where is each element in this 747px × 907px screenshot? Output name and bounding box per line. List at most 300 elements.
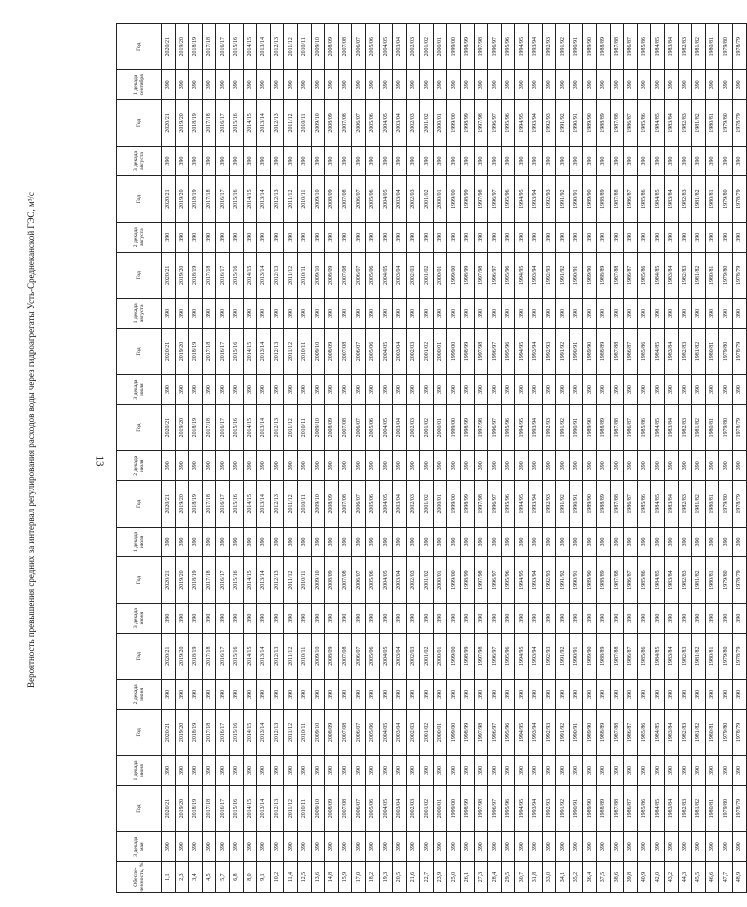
flow-cell: 390 [257,832,271,862]
year-cell: 1992/93 [542,481,556,527]
year-cell: 1995/96 [501,328,515,374]
flow-cell: 390 [189,70,203,100]
flow-cell: 390 [447,146,461,176]
flow-cell: 390 [447,222,461,252]
flow-cell: 390 [515,756,529,786]
year-cell: 1995/96 [501,24,515,70]
flow-cell: 390 [651,832,665,862]
flow-cell: 390 [189,527,203,557]
year-cell: 1998/99 [461,24,475,70]
year-cell: 1989/90 [583,24,597,70]
flow-cell: 390 [610,222,624,252]
flow-cell: 390 [189,298,203,328]
flow-cell: 390 [664,832,678,862]
year-cell: 1999/00 [447,252,461,298]
year-cell: 1978/79 [732,709,746,755]
flow-cell: 390 [365,756,379,786]
flow-cell: 390 [297,756,311,786]
probability-cell: 12,5 [297,862,311,893]
year-cell: 1999/00 [447,100,461,146]
year-cell: 2001/02 [420,100,434,146]
year-cell: 2010/11 [297,785,311,831]
year-cell: 1982/83 [678,481,692,527]
year-cell: 1996/97 [488,709,502,755]
year-cell: 2011/12 [284,709,298,755]
flow-cell: 390 [297,527,311,557]
flow-cell: 390 [338,70,352,100]
flow-cell: 390 [284,375,298,405]
flow-cell: 390 [692,679,706,709]
year-cell: 1985/86 [637,633,651,679]
flow-cell: 390 [556,146,570,176]
year-cell: 1996/97 [488,557,502,603]
year-cell: 1998/99 [461,328,475,374]
year-cell: 1983/84 [664,785,678,831]
flow-cell: 390 [162,832,176,862]
year-cell: 1978/79 [732,176,746,222]
flow-cell: 390 [583,222,597,252]
flow-cell: 390 [678,451,692,481]
flow-cell: 390 [705,679,719,709]
flow-cell: 390 [406,756,420,786]
flow-cell: 390 [664,70,678,100]
year-cell: 2017/18 [202,405,216,451]
flow-cell: 390 [719,146,733,176]
year-cell: 1985/86 [637,557,651,603]
flow-cell: 390 [488,298,502,328]
year-cell: 2008/09 [325,24,339,70]
year-cell: 2018/19 [189,633,203,679]
flow-cell: 390 [352,146,366,176]
flow-cell: 390 [488,222,502,252]
flow-cell: 390 [719,679,733,709]
year-cell: 2010/11 [297,405,311,451]
year-cell: 2019/20 [175,176,189,222]
year-cell: 2008/09 [325,405,339,451]
year-cell: 2007/08 [338,24,352,70]
flow-cell: 390 [664,451,678,481]
table-row [732,24,746,893]
year-cell: 1985/86 [637,785,651,831]
flow-cell: 390 [365,298,379,328]
year-cell: 1997/98 [474,557,488,603]
flow-cell: 390 [610,451,624,481]
year-cell: 1996/97 [488,405,502,451]
flow-cell: 390 [433,603,447,633]
flow-cell: 390 [556,375,570,405]
year-cell: 2007/08 [338,100,352,146]
year-cell: 1988/89 [597,785,611,831]
year-cell: 1999/00 [447,709,461,755]
year-cell: 1988/89 [597,100,611,146]
flow-cell: 390 [175,375,189,405]
year-cell: 2010/11 [297,24,311,70]
flow-cell: 390 [270,603,284,633]
flow-cell: 390 [529,451,543,481]
year-cell: 1983/84 [664,24,678,70]
flow-cell: 390 [501,298,515,328]
flow-cell: 390 [270,70,284,100]
year-cell: 1993/94 [529,785,543,831]
flow-cell: 390 [420,70,434,100]
flow-cell: 390 [624,679,638,709]
flow-cell: 390 [583,451,597,481]
year-cell: 2012/13 [270,557,284,603]
year-cell: 2008/09 [325,252,339,298]
year-cell: 1997/98 [474,709,488,755]
year-cell: 1987/88 [610,633,624,679]
year-cell: 2006/07 [352,252,366,298]
year-cell: 2017/18 [202,252,216,298]
flow-cell: 390 [529,298,543,328]
flow-cell: 390 [162,146,176,176]
probability-cell: 25,0 [447,862,461,893]
year-cell: 1989/90 [583,176,597,222]
year-cell: 1992/93 [542,24,556,70]
year-cell: 1979/80 [719,328,733,374]
flow-cell: 390 [447,527,461,557]
year-cell: 1987/88 [610,557,624,603]
table-row [270,24,284,893]
probability-cell: 29,5 [501,862,515,893]
flow-cell: 390 [678,146,692,176]
year-cell: 1986/87 [624,100,638,146]
year-cell: 1983/84 [664,481,678,527]
column-header: Год [117,557,162,603]
year-cell: 2012/13 [270,785,284,831]
flow-cell: 390 [692,375,706,405]
flow-cell: 390 [719,222,733,252]
flow-cell: 390 [352,298,366,328]
flow-cell: 390 [297,222,311,252]
flow-cell: 390 [542,451,556,481]
table-row [447,24,461,893]
table-row [311,24,325,893]
flow-cell: 390 [420,679,434,709]
flow-cell: 390 [474,756,488,786]
flow-cell: 390 [352,603,366,633]
year-cell: 1990/91 [569,176,583,222]
year-cell: 2014/15 [243,328,257,374]
flow-cell: 390 [433,298,447,328]
flow-cell: 390 [542,146,556,176]
year-cell: 2007/08 [338,252,352,298]
table-row [692,24,706,893]
flow-cell: 390 [501,832,515,862]
flow-cell: 390 [624,451,638,481]
year-cell: 2011/12 [284,481,298,527]
probability-cell: 40,9 [637,862,651,893]
flow-cell: 390 [569,527,583,557]
year-cell: 2002/03 [406,709,420,755]
year-cell: 2014/15 [243,557,257,603]
flow-cell: 390 [433,222,447,252]
year-cell: 2017/18 [202,176,216,222]
year-cell: 1981/82 [692,481,706,527]
page-title: Вероятность превышения средних за интервал регулирования расходов воды через гидроагрегаты Усть-Среднеканской ГЭС, м³/с [26,192,36,688]
flow-cell: 390 [297,70,311,100]
year-cell: 2016/17 [216,633,230,679]
flow-cell: 390 [651,146,665,176]
year-cell: 1983/84 [664,252,678,298]
year-cell: 1998/99 [461,405,475,451]
year-cell: 2005/06 [365,633,379,679]
flow-cell: 390 [406,603,420,633]
flow-cell: 390 [433,451,447,481]
year-cell: 1995/96 [501,252,515,298]
year-cell: 1989/90 [583,633,597,679]
flow-cell: 390 [297,603,311,633]
probability-cell: 17,0 [352,862,366,893]
flow-cell: 390 [406,298,420,328]
year-cell: 2010/11 [297,633,311,679]
year-cell: 2001/02 [420,557,434,603]
year-cell: 1988/89 [597,405,611,451]
flow-cell: 390 [162,603,176,633]
year-cell: 1980/81 [705,100,719,146]
year-cell: 1978/79 [732,633,746,679]
year-cell: 2015/16 [229,481,243,527]
year-cell: 1989/90 [583,252,597,298]
table-row [583,24,597,893]
table-row [433,24,447,893]
year-cell: 1996/97 [488,481,502,527]
flow-cell: 390 [311,756,325,786]
flow-cell: 390 [474,832,488,862]
flow-cell: 390 [732,70,746,100]
flow-cell: 390 [393,375,407,405]
year-cell: 2018/19 [189,252,203,298]
column-header: 2 декада июня [117,679,162,709]
flow-cell: 390 [406,832,420,862]
probability-cell: 19,3 [379,862,393,893]
flow-cell: 390 [162,527,176,557]
year-cell: 2018/19 [189,405,203,451]
year-cell: 1982/83 [678,557,692,603]
flow-cell: 390 [597,222,611,252]
flow-cell: 390 [678,679,692,709]
flow-cell: 390 [461,756,475,786]
year-cell: 1998/99 [461,785,475,831]
year-cell: 2018/19 [189,24,203,70]
year-cell: 2018/19 [189,785,203,831]
flow-cell: 390 [257,679,271,709]
table-row [542,24,556,893]
flow-cell: 390 [583,527,597,557]
year-cell: 2010/11 [297,100,311,146]
year-cell: 2018/19 [189,176,203,222]
year-cell: 1994/95 [515,709,529,755]
flow-cell: 390 [162,451,176,481]
flow-cell: 390 [474,603,488,633]
year-cell: 2019/20 [175,24,189,70]
flow-cell: 390 [447,832,461,862]
year-cell: 2008/09 [325,100,339,146]
flow-cell: 390 [447,679,461,709]
year-cell: 2009/10 [311,176,325,222]
year-cell: 2005/06 [365,24,379,70]
flow-cell: 390 [202,70,216,100]
year-cell: 2013/14 [257,481,271,527]
year-cell: 2002/03 [406,405,420,451]
year-cell: 1990/91 [569,785,583,831]
flow-cell: 390 [325,679,339,709]
year-cell: 1999/00 [447,405,461,451]
year-cell: 2004/05 [379,252,393,298]
probability-cell: 47,7 [719,862,733,893]
column-header: Год [117,24,162,70]
table-row [189,24,203,893]
probability-cell: 14,8 [325,862,339,893]
year-cell: 2005/06 [365,557,379,603]
year-cell: 2006/07 [352,557,366,603]
year-cell: 1988/89 [597,481,611,527]
year-cell: 1992/93 [542,328,556,374]
year-cell: 1987/88 [610,481,624,527]
probability-cell: 38,6 [610,862,624,893]
year-cell: 1984/85 [651,24,665,70]
flow-cell: 390 [352,756,366,786]
flow-cell: 390 [229,451,243,481]
flow-cell: 390 [488,603,502,633]
year-cell: 1978/79 [732,24,746,70]
probability-cell: 39,8 [624,862,638,893]
year-cell: 2017/18 [202,785,216,831]
flow-cell: 390 [162,375,176,405]
year-cell: 2014/15 [243,24,257,70]
flow-cell: 390 [365,679,379,709]
year-cell: 1990/91 [569,328,583,374]
flow-cell: 390 [692,832,706,862]
flow-cell: 390 [216,298,230,328]
flow-cell: 390 [637,146,651,176]
flow-cell: 390 [420,527,434,557]
year-cell: 2004/05 [379,405,393,451]
year-cell: 1994/95 [515,557,529,603]
year-cell: 1991/92 [556,633,570,679]
probability-cell: 34,1 [556,862,570,893]
flow-cell: 390 [569,70,583,100]
year-cell: 2004/05 [379,785,393,831]
table-row [529,24,543,893]
year-cell: 2018/19 [189,557,203,603]
year-cell: 1988/89 [597,709,611,755]
year-cell: 2004/05 [379,328,393,374]
flow-cell: 390 [325,603,339,633]
table-row [229,24,243,893]
year-cell: 2016/17 [216,176,230,222]
flow-cell: 390 [406,222,420,252]
year-cell: 1982/83 [678,328,692,374]
year-cell: 1981/82 [692,176,706,222]
year-cell: 2010/11 [297,557,311,603]
year-cell: 2006/07 [352,785,366,831]
flow-cell: 390 [542,679,556,709]
flow-cell: 390 [365,451,379,481]
flow-cell: 390 [352,222,366,252]
year-cell: 2006/07 [352,405,366,451]
flow-cell: 390 [637,375,651,405]
year-cell: 2005/06 [365,785,379,831]
year-cell: 1979/80 [719,252,733,298]
year-cell: 2016/17 [216,24,230,70]
year-cell: 2003/04 [393,709,407,755]
year-cell: 1987/88 [610,252,624,298]
year-cell: 1983/84 [664,557,678,603]
flow-cell: 390 [297,146,311,176]
flow-cell: 390 [257,603,271,633]
column-header: Год [117,100,162,146]
year-cell: 2007/08 [338,176,352,222]
flow-cell: 390 [297,832,311,862]
year-cell: 1997/98 [474,252,488,298]
year-cell: 1990/91 [569,481,583,527]
flow-cell: 390 [719,451,733,481]
year-cell: 2008/09 [325,633,339,679]
year-cell: 2006/07 [352,100,366,146]
flow-cell: 390 [474,375,488,405]
flow-cell: 390 [461,451,475,481]
flow-cell: 390 [678,832,692,862]
flow-cell: 390 [732,451,746,481]
year-cell: 1992/93 [542,252,556,298]
year-cell: 1988/89 [597,252,611,298]
flow-cell: 390 [325,756,339,786]
flow-cell: 390 [651,451,665,481]
flow-cell: 390 [202,756,216,786]
year-cell: 2006/07 [352,709,366,755]
flow-cell: 390 [583,70,597,100]
year-cell: 2001/02 [420,328,434,374]
flow-cell: 390 [610,70,624,100]
column-header: Год [117,633,162,679]
year-cell: 1983/84 [664,709,678,755]
year-cell: 2005/06 [365,709,379,755]
year-cell: 1981/82 [692,709,706,755]
year-cell: 1991/92 [556,785,570,831]
flow-cell: 390 [284,756,298,786]
flow-cell: 390 [501,527,515,557]
flow-cell: 390 [243,451,257,481]
year-cell: 1986/87 [624,24,638,70]
year-cell: 2003/04 [393,252,407,298]
flow-cell: 390 [488,146,502,176]
year-cell: 1978/79 [732,405,746,451]
flow-cell: 390 [515,832,529,862]
year-cell: 1982/83 [678,405,692,451]
table-row [162,24,176,893]
year-cell: 2007/08 [338,785,352,831]
flow-cell: 390 [297,298,311,328]
flow-cell: 390 [719,832,733,862]
flow-cell: 390 [556,70,570,100]
table-row [610,24,624,893]
probability-cell: 46,6 [705,862,719,893]
flow-cell: 390 [474,70,488,100]
flow-cell: 390 [515,146,529,176]
column-header: Год [117,785,162,831]
flow-cell: 390 [610,679,624,709]
column-header: 2 декада августа [117,222,162,252]
flow-cell: 390 [325,146,339,176]
year-cell: 1997/98 [474,24,488,70]
flow-cell: 390 [325,70,339,100]
column-header: Год [117,328,162,374]
year-cell: 2017/18 [202,481,216,527]
year-cell: 2003/04 [393,481,407,527]
year-cell: 1978/79 [732,785,746,831]
flow-cell: 390 [379,298,393,328]
